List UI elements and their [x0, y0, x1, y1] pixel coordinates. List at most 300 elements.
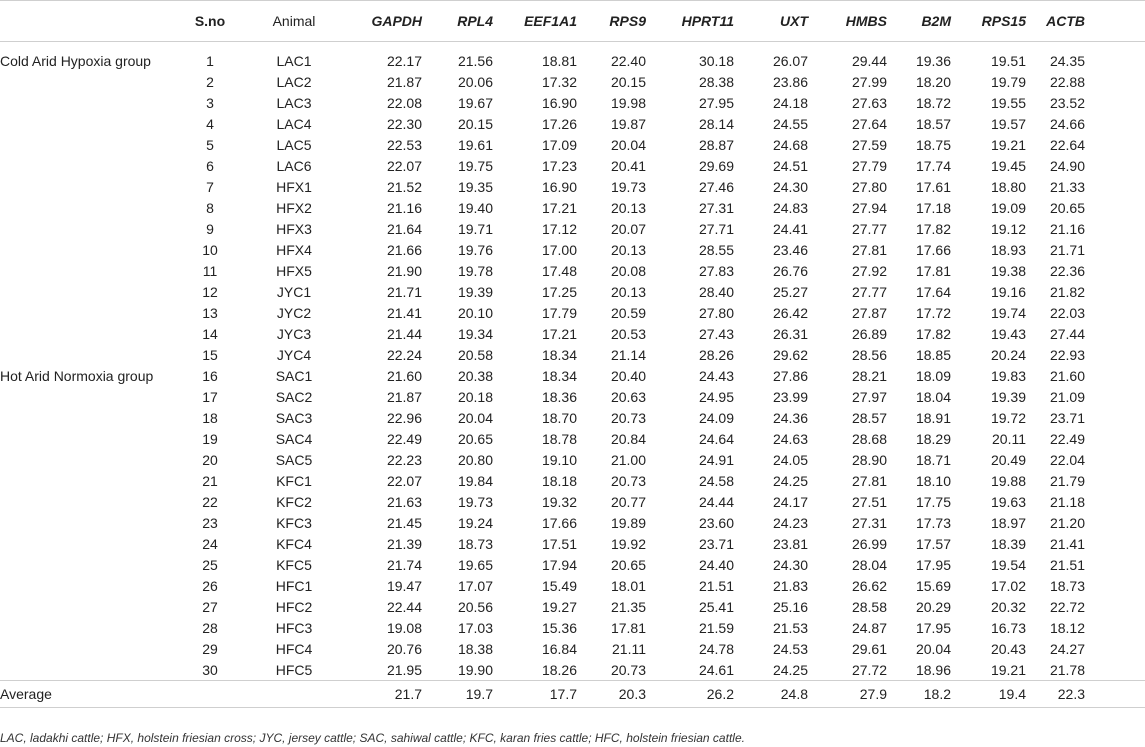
ct-value-cell: 27.79	[851, 157, 887, 174]
sample-number: 7	[206, 178, 214, 195]
sample-number: 14	[202, 325, 218, 342]
ct-value-cell: 19.09	[990, 199, 1026, 216]
ct-value-cell: 17.61	[915, 178, 951, 195]
ct-value-cell: 21.45	[386, 514, 422, 531]
ct-value-cell: 27.80	[698, 304, 734, 321]
table-row	[0, 512, 1145, 533]
ct-value-cell: 20.18	[457, 388, 493, 405]
group-label	[0, 428, 176, 449]
ct-value-cell: 19.79	[990, 73, 1026, 90]
ct-value-cell: 24.78	[698, 640, 734, 657]
ct-value-cell: 20.13	[610, 199, 646, 216]
ct-value-cell: 20.13	[610, 241, 646, 258]
ct-value-cell: 23.46	[772, 241, 808, 258]
row-spacer	[1087, 71, 1145, 92]
ct-value-cell: 28.04	[851, 556, 887, 573]
ct-value-cell: 19.78	[457, 262, 493, 279]
ct-value-cell: 17.75	[915, 493, 951, 510]
ct-value-cell: 24.30	[772, 556, 808, 573]
ct-value-cell: 24.44	[698, 493, 734, 510]
header-gene-hprt11: HPRT11	[648, 1, 736, 42]
ct-value-cell: 18.93	[990, 241, 1026, 258]
ct-value-cell: 19.45	[990, 157, 1026, 174]
ct-value-cell: 20.73	[610, 472, 646, 489]
ct-value-cell: 18.97	[990, 514, 1026, 531]
ct-value-cell: 28.40	[698, 283, 734, 300]
animal-id: SAC4	[275, 430, 313, 447]
ct-value-cell: 18.38	[457, 640, 493, 657]
ct-value-cell: 21.71	[386, 283, 422, 300]
ct-value-cell: 24.25	[772, 661, 808, 678]
ct-value-cell: 16.90	[541, 94, 577, 111]
ct-value-cell: 21.52	[386, 178, 422, 195]
sample-number: 6	[206, 157, 214, 174]
animal-id: SAC5	[275, 451, 313, 468]
ct-value-cell: 17.73	[915, 514, 951, 531]
ct-value-cell: 20.65	[457, 430, 493, 447]
animal-id: LAC4	[276, 115, 312, 132]
ct-value-cell: 29.61	[851, 640, 887, 657]
ct-value-cell: 17.64	[915, 283, 951, 300]
ct-value-cell: 26.07	[772, 52, 808, 69]
table-row	[0, 365, 1145, 386]
ct-value-cell: 27.44	[1049, 325, 1085, 342]
header-gene-actb: ACTB	[1028, 1, 1087, 42]
sample-number: 8	[206, 199, 214, 216]
header-gene-b2m: B2M	[889, 1, 953, 42]
header-gene-rps9: RPS9	[579, 1, 648, 42]
ct-value-cell: 27.31	[851, 514, 887, 531]
group-label	[0, 659, 176, 681]
table-row	[0, 323, 1145, 344]
row-spacer	[1087, 218, 1145, 239]
ct-value-cell: 17.09	[541, 136, 577, 153]
ct-value-cell: 15.69	[915, 577, 951, 594]
average-value-cell: 19.4	[953, 681, 1028, 708]
sample-number: 18	[202, 409, 218, 426]
ct-value-cell: 19.12	[990, 220, 1026, 237]
group-label	[0, 92, 176, 113]
ct-value-cell: 17.72	[915, 304, 951, 321]
ct-value-cell: 22.07	[386, 472, 422, 489]
header-gene-uxt: UXT	[736, 1, 810, 42]
ct-value-cell: 24.68	[772, 136, 808, 153]
ct-value-cell: 28.26	[698, 346, 734, 363]
ct-value-cell: 19.39	[990, 388, 1026, 405]
ct-value-cell: 27.77	[851, 220, 887, 237]
table-row	[0, 407, 1145, 428]
ct-value-cell: 16.73	[990, 619, 1026, 636]
sample-number: 2	[206, 73, 214, 90]
animal-id: HFC4	[275, 640, 313, 657]
table-row	[0, 449, 1145, 470]
ct-value-cell: 21.14	[610, 346, 646, 363]
row-spacer	[1087, 533, 1145, 554]
ct-value-cell: 17.02	[990, 577, 1026, 594]
ct-value-cell: 20.04	[915, 640, 951, 657]
sample-number: 4	[206, 115, 214, 132]
ct-value-cell: 20.65	[610, 556, 646, 573]
ct-value-cell: 18.73	[1049, 577, 1085, 594]
header-gene-gapdh: GAPDH	[344, 1, 424, 42]
animal-id: KFC3	[276, 514, 312, 531]
animal-id: HFX5	[276, 262, 312, 279]
row-spacer	[1087, 42, 1145, 72]
table-row	[0, 302, 1145, 323]
ct-value-cell: 20.43	[990, 640, 1026, 657]
ct-value-cell: 18.36	[541, 388, 577, 405]
ct-value-cell: 24.87	[851, 619, 887, 636]
ct-value-cell: 19.73	[610, 178, 646, 195]
ct-value-cell: 21.71	[1049, 241, 1085, 258]
animal-id: KFC5	[276, 556, 312, 573]
ct-value-cell: 24.25	[772, 472, 808, 489]
ct-value-cell: 22.08	[386, 94, 422, 111]
ct-value-cell: 20.58	[457, 346, 493, 363]
table-row	[0, 659, 1145, 681]
ct-value-cell: 24.64	[698, 430, 734, 447]
ct-value-cell: 19.36	[915, 52, 951, 69]
ct-value-cell: 20.73	[610, 661, 646, 678]
ct-value-cell: 19.76	[457, 241, 493, 258]
ct-value-cell: 23.71	[1049, 409, 1085, 426]
ct-value-cell: 27.99	[851, 73, 887, 90]
ct-value-cell: 17.95	[915, 619, 951, 636]
ct-value-cell: 19.57	[990, 115, 1026, 132]
ct-value-cell: 17.81	[610, 619, 646, 636]
ct-value-cell: 22.49	[1049, 430, 1085, 447]
ct-value-cell: 20.65	[1049, 199, 1085, 216]
ct-value-cell: 19.40	[457, 199, 493, 216]
ct-value-cell: 24.40	[698, 556, 734, 573]
ct-value-cell: 20.13	[610, 283, 646, 300]
ct-value-cell: 18.01	[610, 577, 646, 594]
ct-value-cell: 21.51	[1049, 556, 1085, 573]
sample-number: 5	[206, 136, 214, 153]
ct-value-cell: 21.44	[386, 325, 422, 342]
group-label	[0, 155, 176, 176]
ct-value-cell: 28.90	[851, 451, 887, 468]
row-spacer	[1087, 575, 1145, 596]
animal-id: LAC3	[276, 94, 312, 111]
header-gene-hmbs: HMBS	[810, 1, 889, 42]
table-footnote: LAC, ladakhi cattle; HFX, holstein friesian cross; JYC, jersey cattle; SAC, sahiwal cattle; KFC, karan fries cattle; HFC, holstein friesian cattle.	[0, 731, 745, 745]
ct-value-cell: 21.90	[386, 262, 422, 279]
ct-value-cell: 21.78	[1049, 661, 1085, 678]
ct-value-cell: 28.58	[851, 598, 887, 615]
ct-value-cell: 23.52	[1049, 94, 1085, 111]
ct-value-cell: 23.86	[772, 73, 808, 90]
ct-value-cell: 28.14	[698, 115, 734, 132]
average-value-cell: 20.3	[579, 681, 648, 708]
animal-id: HFC2	[275, 598, 313, 615]
ct-value-cell: 19.71	[457, 220, 493, 237]
ct-value-cell: 19.16	[990, 283, 1026, 300]
ct-value-cell: 27.59	[851, 136, 887, 153]
ct-value-cell: 26.89	[851, 325, 887, 342]
row-spacer	[1087, 92, 1145, 113]
ct-value-cell: 19.21	[990, 661, 1026, 678]
ct-value-cell: 20.29	[915, 598, 951, 615]
header-group	[0, 1, 176, 42]
table-row	[0, 470, 1145, 491]
ct-value-cell: 15.36	[541, 619, 577, 636]
ct-value-cell: 19.35	[457, 178, 493, 195]
ct-value-cell: 22.88	[1049, 73, 1085, 90]
ct-value-cell: 22.40	[610, 52, 646, 69]
sample-number: 19	[202, 430, 218, 447]
row-spacer	[1087, 386, 1145, 407]
ct-value-cell: 24.30	[772, 178, 808, 195]
ct-value-cell: 27.64	[851, 115, 887, 132]
ct-value-cell: 28.57	[851, 409, 887, 426]
ct-value-cell: 21.59	[698, 619, 734, 636]
ct-value-cell: 17.18	[915, 199, 951, 216]
row-spacer	[1087, 407, 1145, 428]
group-label	[0, 638, 176, 659]
ct-value-cell: 16.90	[541, 178, 577, 195]
ct-value-cell: 26.31	[772, 325, 808, 342]
ct-value-cell: 21.16	[386, 199, 422, 216]
row-spacer	[1087, 638, 1145, 659]
sample-number: 13	[202, 304, 218, 321]
ct-value-cell: 18.70	[541, 409, 577, 426]
ct-value-cell: 18.26	[541, 661, 577, 678]
sample-number: 28	[202, 619, 218, 636]
ct-value-cell: 18.34	[541, 367, 577, 384]
ct-value-cell: 27.63	[851, 94, 887, 111]
ct-value-cell: 21.35	[610, 598, 646, 615]
table-row	[0, 92, 1145, 113]
ct-value-cell: 17.51	[541, 535, 577, 552]
row-spacer	[1087, 281, 1145, 302]
animal-id: JYC3	[276, 325, 312, 342]
ct-value-cell: 18.85	[915, 346, 951, 363]
ct-value-cell: 21.60	[386, 367, 422, 384]
ct-value-cell: 19.24	[457, 514, 493, 531]
ct-value-cell: 21.18	[1049, 493, 1085, 510]
ct-value-cell: 22.24	[386, 346, 422, 363]
ct-value-cell: 19.67	[457, 94, 493, 111]
row-spacer	[1087, 344, 1145, 365]
table-row	[0, 575, 1145, 596]
ct-value-cell: 19.10	[541, 451, 577, 468]
ct-value-cell: 22.07	[386, 157, 422, 174]
ct-value-cell: 21.51	[698, 577, 734, 594]
ct-value-cell: 26.42	[772, 304, 808, 321]
group-label	[0, 575, 176, 596]
ct-value-cell: 17.81	[915, 262, 951, 279]
sample-number: 23	[202, 514, 218, 531]
ct-value-cell: 26.99	[851, 535, 887, 552]
ct-value-cell: 20.73	[610, 409, 646, 426]
row-spacer	[1087, 554, 1145, 575]
ct-value-cell: 20.07	[610, 220, 646, 237]
table-row	[0, 113, 1145, 134]
ct-value-cell: 19.83	[990, 367, 1026, 384]
ct-value-cell: 19.61	[457, 136, 493, 153]
ct-value-cell: 17.74	[915, 157, 951, 174]
ct-value-cell: 22.36	[1049, 262, 1085, 279]
sample-number: 11	[202, 262, 218, 279]
ct-value-cell: 20.80	[457, 451, 493, 468]
sample-number: 29	[202, 640, 218, 657]
row-spacer	[1087, 659, 1145, 681]
ct-value-cell: 18.57	[915, 115, 951, 132]
ct-value-cell: 20.08	[610, 262, 646, 279]
animal-id: HFX2	[276, 199, 312, 216]
ct-value-cell: 18.20	[915, 73, 951, 90]
ct-value-cell: 29.44	[851, 52, 887, 69]
ct-value-cell: 24.43	[698, 367, 734, 384]
sample-number: 1	[206, 52, 214, 69]
average-value-cell: 21.7	[344, 681, 424, 708]
group-label	[0, 134, 176, 155]
group-label	[0, 554, 176, 575]
group-label	[0, 218, 176, 239]
row-spacer	[1087, 134, 1145, 155]
ct-value-cell: 17.12	[541, 220, 577, 237]
animal-id: SAC3	[275, 409, 313, 426]
ct-value-cell: 26.62	[851, 577, 887, 594]
ct-value-cell: 27.80	[851, 178, 887, 195]
row-spacer	[1087, 176, 1145, 197]
ct-value-cell: 18.18	[541, 472, 577, 489]
ct-value-cell: 22.64	[1049, 136, 1085, 153]
animal-id: KFC2	[276, 493, 312, 510]
ct-value-cell: 24.41	[772, 220, 808, 237]
ct-value-cell: 21.00	[610, 451, 646, 468]
ct-value-cell: 24.17	[772, 493, 808, 510]
row-spacer	[1087, 197, 1145, 218]
ct-value-cell: 21.56	[457, 52, 493, 69]
ct-value-cell: 18.81	[541, 52, 577, 69]
sample-number: 30	[202, 661, 218, 678]
row-spacer	[1087, 428, 1145, 449]
ct-value-cell: 27.81	[851, 472, 887, 489]
animal-id: HFX3	[276, 220, 312, 237]
ct-value-cell: 20.49	[990, 451, 1026, 468]
ct-value-cell: 18.29	[915, 430, 951, 447]
ct-value-cell: 17.07	[457, 577, 493, 594]
ct-value-cell: 20.15	[457, 115, 493, 132]
ct-value-cell: 27.92	[851, 262, 887, 279]
group-label	[0, 512, 176, 533]
ct-value-cell: 21.64	[386, 220, 422, 237]
ct-value-cell: 27.86	[772, 367, 808, 384]
average-value-cell: 24.8	[736, 681, 810, 708]
ct-value-cell: 20.77	[610, 493, 646, 510]
average-value-cell: 18.2	[889, 681, 953, 708]
ct-value-cell: 20.04	[610, 136, 646, 153]
table-row	[0, 218, 1145, 239]
ct-value-cell: 27.81	[851, 241, 887, 258]
animal-id: JYC2	[276, 304, 312, 321]
ct-value-cell: 24.90	[1049, 157, 1085, 174]
ct-value-cell: 17.32	[541, 73, 577, 90]
ct-value-cell: 21.39	[386, 535, 422, 552]
animal-id: HFC3	[275, 619, 313, 636]
ct-value-cell: 19.89	[610, 514, 646, 531]
table-row	[0, 281, 1145, 302]
animal-id: LAC5	[276, 136, 312, 153]
ct-value-cell: 29.62	[772, 346, 808, 363]
ct-value-cell: 24.66	[1049, 115, 1085, 132]
ct-value-cell: 20.04	[457, 409, 493, 426]
animal-id: HFC5	[275, 661, 313, 678]
ct-value-cell: 19.75	[457, 157, 493, 174]
ct-value-cell: 17.57	[915, 535, 951, 552]
ct-value-cell: 24.83	[772, 199, 808, 216]
ct-value-cell: 20.11	[992, 430, 1026, 447]
header-spacer	[1087, 1, 1145, 42]
ct-value-cell: 19.84	[457, 472, 493, 489]
ct-value-cell: 17.48	[541, 262, 577, 279]
ct-value-cell: 18.39	[990, 535, 1026, 552]
ct-value-cell: 19.87	[610, 115, 646, 132]
row-spacer	[1087, 365, 1145, 386]
table-row	[0, 344, 1145, 365]
sample-number: 15	[202, 346, 218, 363]
ct-value-cell: 17.82	[915, 325, 951, 342]
group-label: Cold Arid Hypoxia group	[0, 52, 151, 69]
ct-value-cell: 24.09	[698, 409, 734, 426]
ct-value-cell: 28.87	[698, 136, 734, 153]
ct-value-cell: 24.91	[698, 451, 734, 468]
ct-value-cell: 23.81	[772, 535, 808, 552]
row-spacer	[1087, 260, 1145, 281]
sample-number: 3	[206, 94, 214, 111]
animal-id: SAC2	[275, 388, 313, 405]
ct-value-cell: 22.23	[386, 451, 422, 468]
ct-value-cell: 23.60	[698, 514, 734, 531]
table-row	[0, 428, 1145, 449]
group-label	[0, 386, 176, 407]
ct-value-cell: 27.46	[698, 178, 734, 195]
ct-value-cell: 20.40	[610, 367, 646, 384]
header-gene-rps15: RPS15	[953, 1, 1028, 42]
animal-id: KFC4	[276, 535, 312, 552]
ct-value-cell: 17.21	[541, 199, 577, 216]
animal-id: LAC1	[276, 52, 312, 69]
table-row	[0, 260, 1145, 281]
ct-value-cell: 19.92	[610, 535, 646, 552]
ct-value-cell: 24.51	[772, 157, 808, 174]
ct-value-cell: 19.90	[457, 661, 493, 678]
ct-value-cell: 24.27	[1049, 640, 1085, 657]
ct-value-cell: 27.97	[851, 388, 887, 405]
row-spacer	[1087, 155, 1145, 176]
ct-value-cell: 17.66	[541, 514, 577, 531]
average-empty-animal	[244, 681, 344, 708]
ct-value-cell: 27.87	[851, 304, 887, 321]
ct-value-cell: 17.25	[541, 283, 577, 300]
ct-value-cell: 29.69	[698, 157, 734, 174]
ct-value-cell: 19.21	[990, 136, 1026, 153]
ct-value-cell: 19.65	[457, 556, 493, 573]
ct-value-cell: 19.38	[990, 262, 1026, 279]
animal-id: JYC1	[276, 283, 312, 300]
header-row	[0, 1, 1145, 42]
sample-number: 25	[202, 556, 218, 573]
row-spacer	[1087, 617, 1145, 638]
header-gene-rpl4: RPL4	[424, 1, 495, 42]
ct-value-cell: 19.39	[457, 283, 493, 300]
average-value-cell: 19.7	[424, 681, 495, 708]
ct-value-cell: 19.98	[610, 94, 646, 111]
ct-value-cell: 18.34	[541, 346, 577, 363]
ct-value-cell: 18.71	[915, 451, 951, 468]
